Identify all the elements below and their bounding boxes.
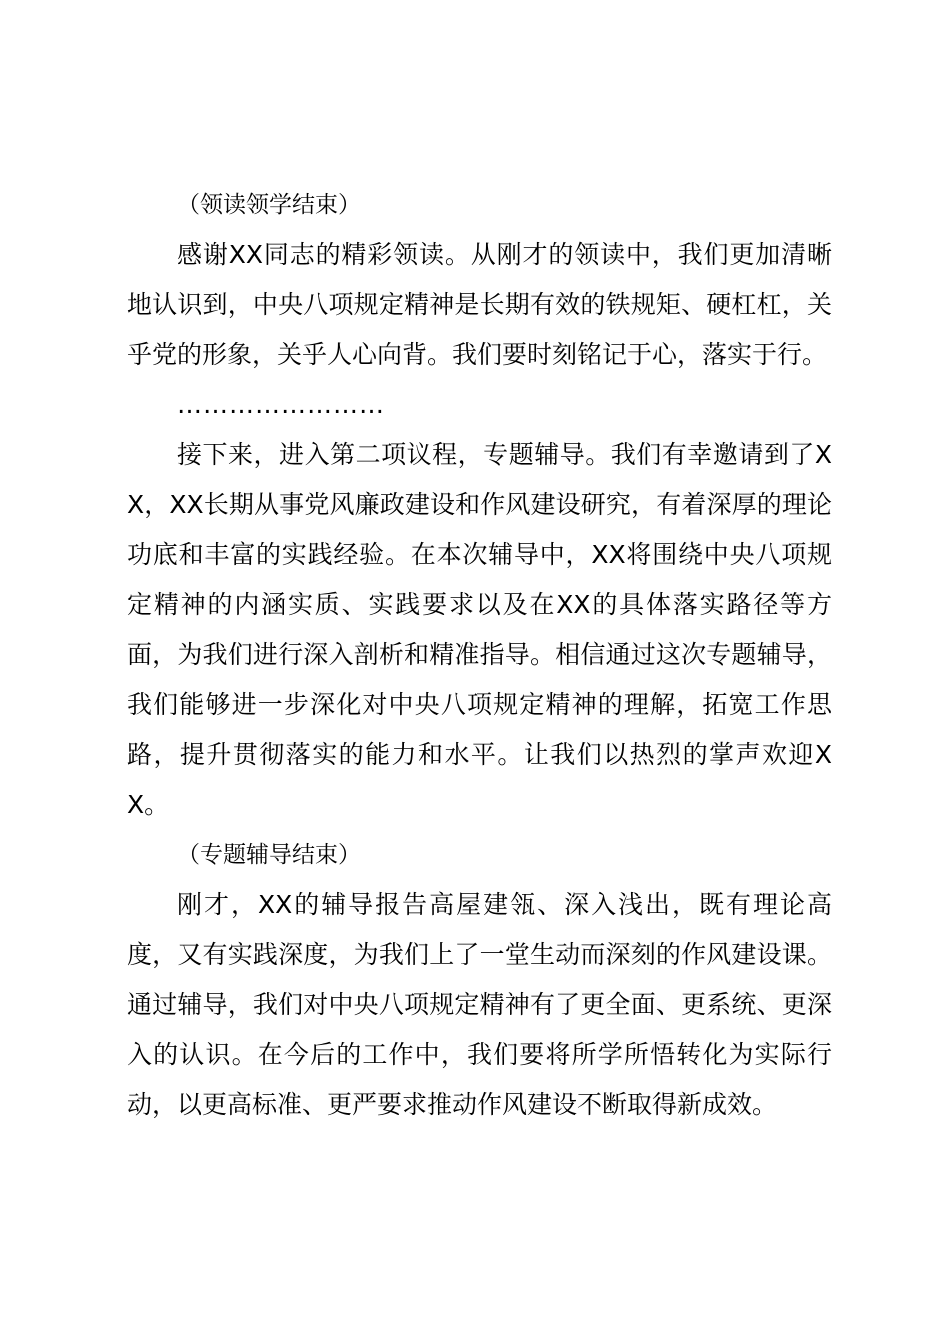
paragraph-thanks-reading: 感谢XX同志的精彩领读。从刚才的领读中，我们更加清晰地认识到，中央八项规定精神是长期有效的铁规矩、硬杠杠，关乎党的形象，关乎人心向背。我们要时刻铭记于心，落实于行。 xyxy=(127,240,832,369)
stage-note-reading-end: （领读领学结束） xyxy=(177,192,361,218)
paragraph-second-agenda: 接下来，进入第二项议程，专题辅导。我们有幸邀请到了XX，XX长期从事党风廉政建设和作风建设研究，有着深厚的理论功底和丰富的实践经验。在本次辅导中，XX将围绕中央八项规定精神的内涵实质、实践要求以及在XX的具体落实路径等方面，为我们进行深入剖析和精准指导。相信通过这次专题辅导，我们能够进一步深化对中央八项规定精神的理解，拓宽工作思路，提升贯彻落实的能力和水平。让我们以热烈的掌声欢迎XX。 xyxy=(127,440,832,819)
stage-note-lecture-end: （专题辅导结束） xyxy=(177,842,361,868)
ellipsis-separator: …………………… xyxy=(177,390,385,419)
document-page xyxy=(127,180,832,1130)
paragraph-lecture-summary: 刚才，XX的辅导报告高屋建瓴、深入浅出，既有理论高度，又有实践深度，为我们上了一堂生动而深刻的作风建设课。通过辅导，我们对中央八项规定精神有了更全面、更系统、更深入的认识。在今后的工作中，我们要将所学所悟转化为实际行动，以更高标准、更严要求推动作风建设不断取得新成效。 xyxy=(127,890,832,1119)
